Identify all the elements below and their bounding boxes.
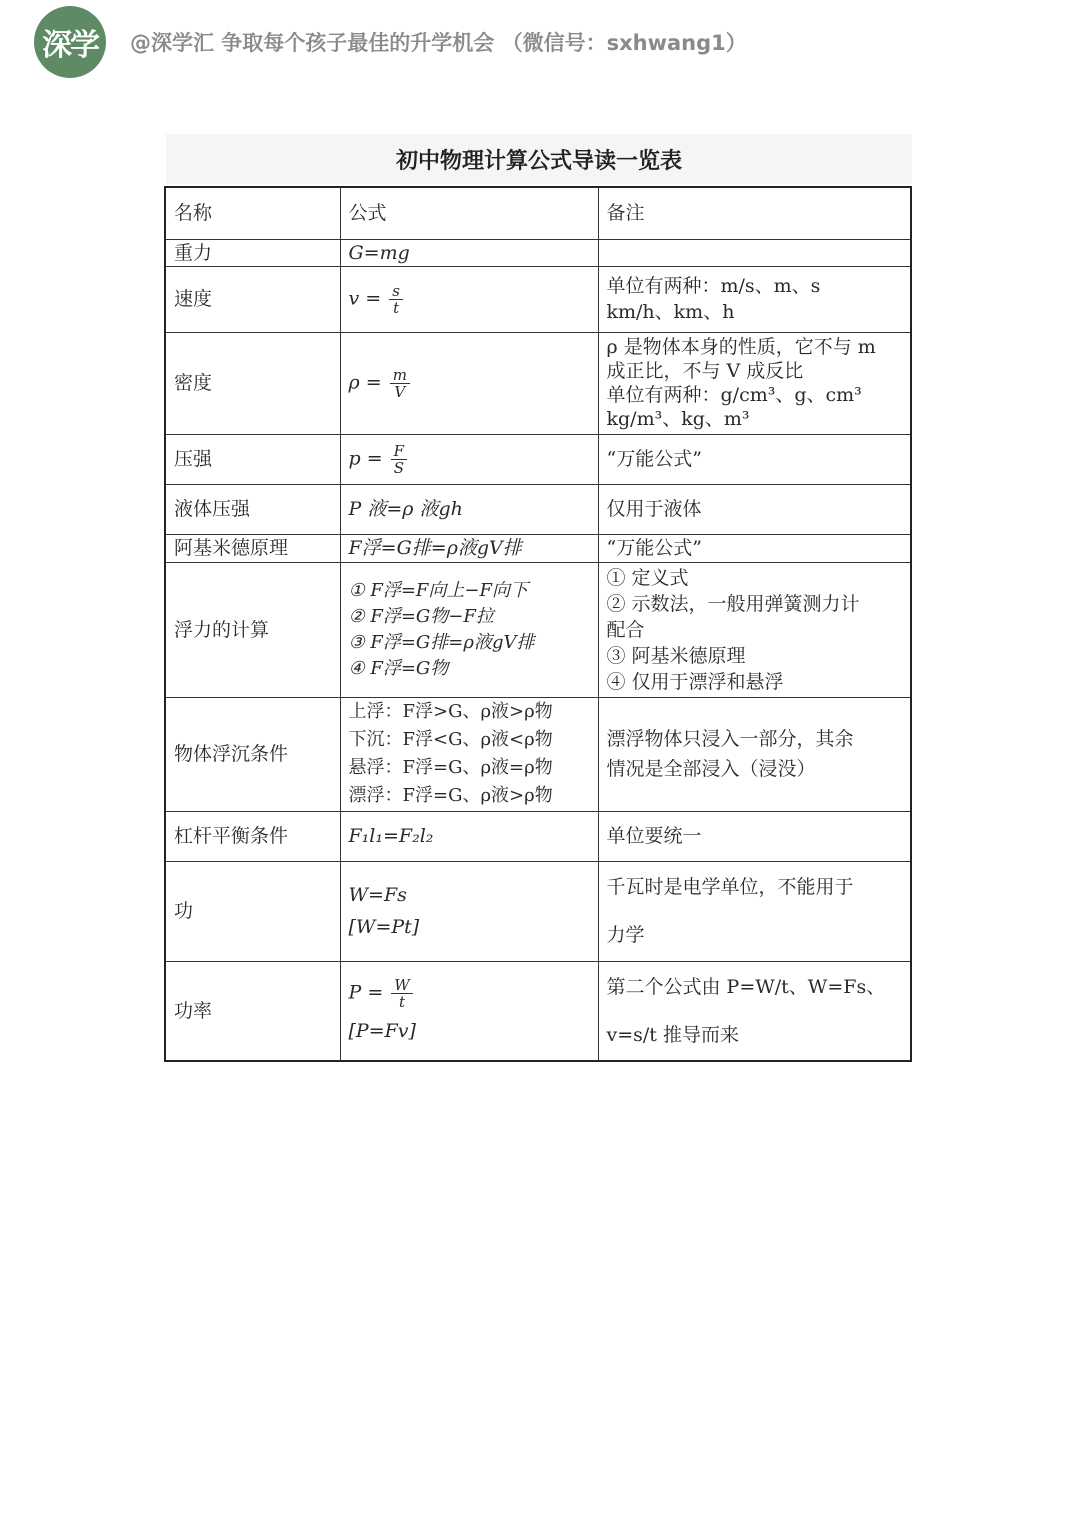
- row-formula: W=Fs [W=Pt]: [340, 861, 598, 961]
- row-formula: P = $\frac{W}{t}$ [P=Fv]: [340, 961, 598, 1061]
- row-formula: ① F浮=F向上−F向下 ② F浮=G物−F拉 ③ F浮=G排=ρ液gV排 ④ F浮=G物: [340, 562, 598, 697]
- row-formula: F浮=G排=ρ液gV排: [340, 534, 598, 562]
- row-name: 速度: [165, 266, 340, 332]
- table-row: [165, 534, 911, 562]
- table-row: [165, 811, 911, 861]
- row-name: 密度: [165, 332, 340, 434]
- row-formula: F₁l₁=F₂l₂: [340, 811, 598, 861]
- row-formula: G=mg: [340, 239, 598, 266]
- header-cell-formula: 公式: [340, 187, 598, 239]
- table-row: [165, 697, 911, 811]
- table-row: [165, 961, 911, 1061]
- row-formula: ρ = $\frac{m}{V}$: [340, 332, 598, 434]
- header-cell-name: 名称: [165, 187, 340, 239]
- row-name: 杠杆平衡条件: [165, 811, 340, 861]
- row-note: 单位要统一: [598, 811, 911, 861]
- table-row: [165, 266, 911, 332]
- row-note: “万能公式”: [598, 434, 911, 484]
- row-note: ① 定义式 ② 示数法，一般用弹簧测力计 配合 ③ 阿基米德原理 ④ 仅用于漂浮和悬浮: [598, 562, 911, 697]
- row-name: 重力: [165, 239, 340, 266]
- table-header-row: [165, 187, 911, 239]
- row-note: “万能公式”: [598, 534, 911, 562]
- table-row: [165, 861, 911, 961]
- row-formula: P 液=ρ 液gh: [340, 484, 598, 534]
- brand-logo: 深学: [34, 6, 106, 78]
- row-note: 第二个公式由 P=W/t、W=Fs、 v=s/t 推导而来: [598, 961, 911, 1061]
- table-row: [165, 562, 911, 697]
- row-name: 功率: [165, 961, 340, 1061]
- row-name: 压强: [165, 434, 340, 484]
- table-row: [165, 332, 911, 434]
- row-name: 阿基米德原理: [165, 534, 340, 562]
- table-row: [165, 484, 911, 534]
- header-cell-note: 备注: [598, 187, 911, 239]
- table-title: 初中物理计算公式导读一览表: [166, 134, 912, 184]
- header-banner: [34, 6, 747, 78]
- header-text: @深学汇 争取每个孩子最佳的升学机会 （微信号：sxhwang1）: [130, 31, 747, 55]
- row-note: 千瓦时是电学单位，不能用于 力学: [598, 861, 911, 961]
- row-note: 漂浮物体只浸入一部分，其余 情况是全部浸入（浸没）: [598, 697, 911, 811]
- row-name: 功: [165, 861, 340, 961]
- row-name: 物体浮沉条件: [165, 697, 340, 811]
- row-note: ρ 是物体本身的性质，它不与 m 成正比，不与 V 成反比 单位有两种：g/cm³、g、cm³ kg/m³、kg、m³: [598, 332, 911, 434]
- row-name: 液体压强: [165, 484, 340, 534]
- table-row: [165, 239, 911, 266]
- row-note: [598, 239, 911, 266]
- formula-table: [164, 186, 912, 1062]
- row-formula: v = $\frac{s}{t}$: [340, 266, 598, 332]
- row-note: 仅用于液体: [598, 484, 911, 534]
- row-name: 浮力的计算: [165, 562, 340, 697]
- row-formula: 上浮：F浮>G、ρ液>ρ物 下沉：F浮<G、ρ液<ρ物 悬浮：F浮=G、ρ液=ρ物 漂浮：F浮=G、ρ液>ρ物: [340, 697, 598, 811]
- row-note: 单位有两种：m/s、m、s km/h、km、h: [598, 266, 911, 332]
- table-row: [165, 434, 911, 484]
- row-formula: p = $\frac{F}{S}$: [340, 434, 598, 484]
